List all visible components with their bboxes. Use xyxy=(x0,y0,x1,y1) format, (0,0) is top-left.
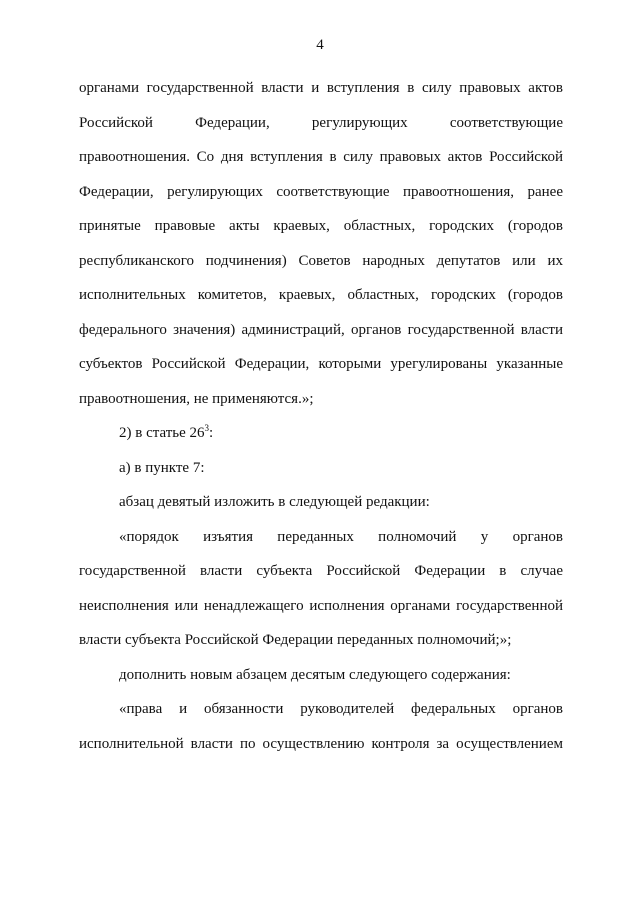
quote-1-line: «порядок изъятия переданных полномочий у органов xyxy=(119,528,563,545)
quote-1-line: государственной власти субъекта Российской Федерации в случае xyxy=(79,563,563,579)
text-line: органами государственной власти и вступления в силу правовых актов xyxy=(79,80,563,96)
text-line: Российской Федерации, регулирующих соответствующие xyxy=(79,114,563,131)
paragraph-nine-instruction: абзац девятый изложить в следующей редакции: xyxy=(119,494,430,510)
text-line: правоотношения. Со дня вступления в силу правовых актов Российской xyxy=(79,149,563,165)
text-line: правоотношения, не применяются.»; xyxy=(79,390,314,407)
document-body xyxy=(79,71,563,761)
quote-2-line: «права и обязанности руководителей федеральных органов xyxy=(119,701,563,717)
page-number: 4 xyxy=(316,37,324,53)
text-line: республиканского подчинения) Советов народных депутатов или их xyxy=(79,252,563,269)
amendment-item-2-colon: : xyxy=(209,425,214,441)
quote-1-line: неисполнения или ненадлежащего исполнения органами государственной xyxy=(79,597,563,614)
text-line: Федерации, регулирующих соответствующие правоотношения, ранее xyxy=(79,183,563,200)
quote-2-line: исполнительной власти по осуществлению контроля за осуществлением xyxy=(79,735,563,752)
article-superscript: 3 xyxy=(204,423,210,433)
paragraph-ten-instruction: дополнить новым абзацем десятым следующего содержания: xyxy=(119,666,511,683)
amendment-item-2 xyxy=(79,416,563,451)
amendment-item-2-text: 2) в статье 26 xyxy=(119,425,205,441)
text-line: субъектов Российской Федерации, которыми урегулированы указанные xyxy=(79,356,563,372)
quote-1-line: власти субъекта Российской Федерации переданных полномочий;»; xyxy=(79,632,512,648)
text-line: исполнительных комитетов, краевых, областных, городских (городов xyxy=(79,287,563,303)
amendment-subitem-a: а) в пункте 7: xyxy=(119,459,205,476)
text-line: принятые правовые акты краевых, областных, городских (городов xyxy=(79,218,563,234)
text-line: федерального значения) администраций, органов государственной власти xyxy=(79,321,563,338)
